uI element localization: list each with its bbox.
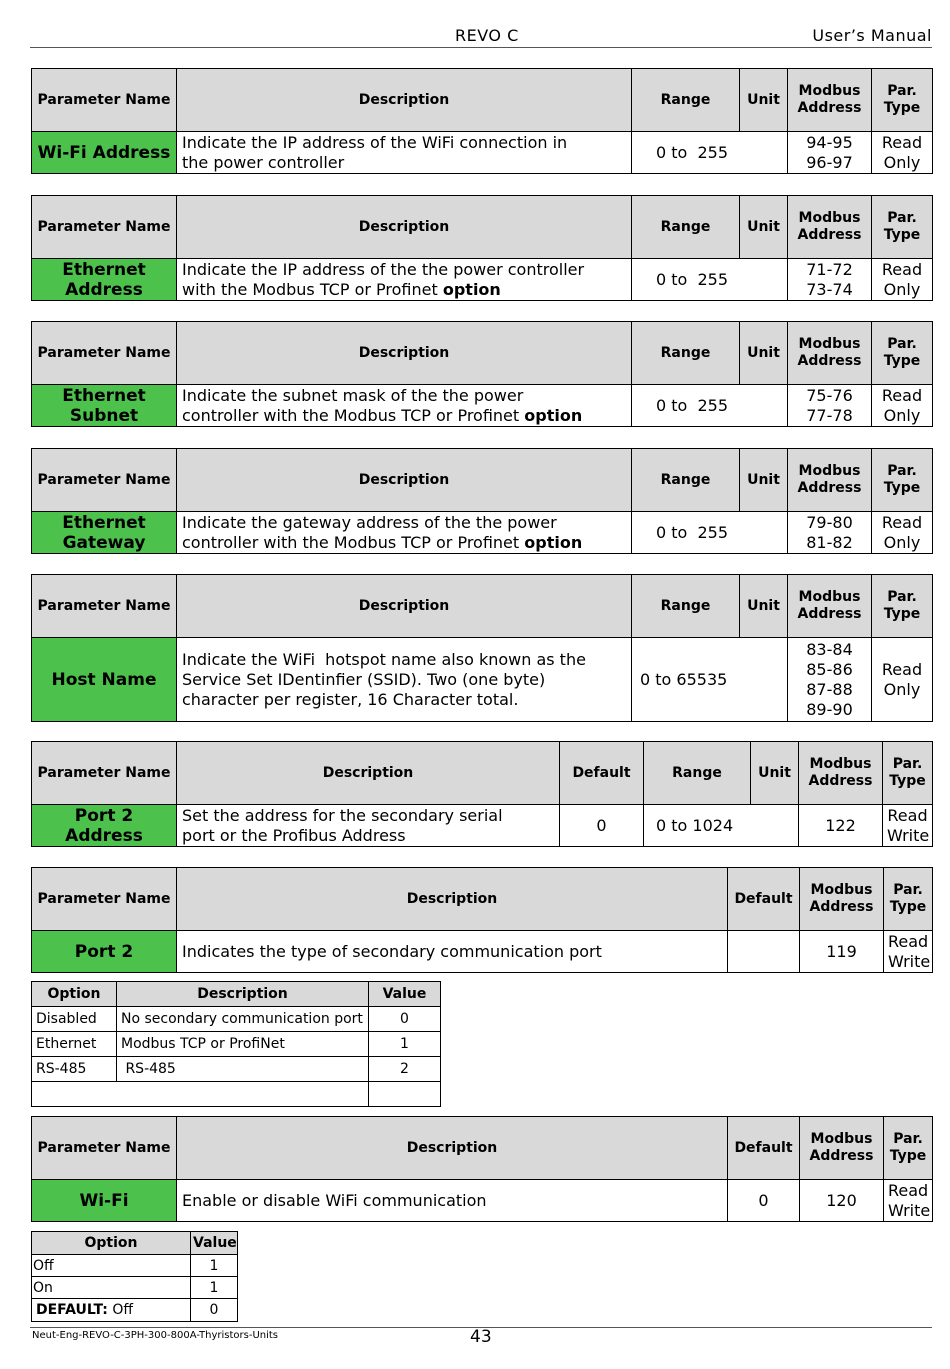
param-type: Read Only xyxy=(872,259,933,301)
param-default xyxy=(728,931,800,973)
param-table xyxy=(31,321,933,427)
col-unit: Unit xyxy=(740,69,788,132)
col-unit: Unit xyxy=(740,322,788,385)
col-modbus-address: Modbus Address xyxy=(788,449,872,512)
col-modbus-address: Modbus Address xyxy=(788,196,872,259)
opt-value: 0 xyxy=(369,1007,441,1032)
param-range: 0 to 255 xyxy=(632,385,740,427)
param-description: Indicates the type of secondary communication port xyxy=(177,931,728,973)
footer-doc-id: Neut-Eng-REVO-C-3PH-300-800A-Thyristors-Units xyxy=(32,1330,279,1341)
param-modbus-address: 120 xyxy=(800,1180,884,1222)
col-default: Default xyxy=(728,868,800,931)
opt-description: RS-485 xyxy=(117,1057,369,1082)
opt-option: On xyxy=(32,1277,191,1299)
col-parameter-name: Parameter Name xyxy=(32,196,177,259)
param-type: Read Write xyxy=(883,805,933,847)
col-range: Range xyxy=(644,742,751,805)
param-name: Port 2 Address xyxy=(32,805,177,847)
param-modbus-address: 79-80 81-82 xyxy=(788,512,872,554)
col-description: Description xyxy=(177,196,632,259)
param-range: 0 to 255 xyxy=(632,512,740,554)
col-parameter-name: Parameter Name xyxy=(32,1117,177,1180)
col-modbus-address: Modbus Address xyxy=(800,1117,884,1180)
param-table xyxy=(31,195,933,301)
wifi-options-table xyxy=(31,1231,238,1322)
param-unit xyxy=(740,385,788,427)
opt-col-value: Value xyxy=(369,982,441,1007)
col-par-type: Par. Type xyxy=(872,322,933,385)
opt-col-option: Option xyxy=(32,1232,191,1255)
col-parameter-name: Parameter Name xyxy=(32,69,177,132)
col-modbus-address: Modbus Address xyxy=(788,69,872,132)
param-description: Indicate the gateway address of the the power controller with the Modbus TCP or Profinet option xyxy=(177,512,632,554)
param-unit xyxy=(740,638,788,722)
param-unit xyxy=(740,132,788,174)
col-description: Description xyxy=(177,69,632,132)
col-unit: Unit xyxy=(740,196,788,259)
param-name: Wi-Fi xyxy=(32,1180,177,1222)
param-table xyxy=(31,574,933,722)
col-par-type: Par. Type xyxy=(872,196,933,259)
col-range: Range xyxy=(632,69,740,132)
col-default: Default xyxy=(560,742,644,805)
col-par-type: Par. Type xyxy=(883,742,933,805)
opt-col-value: Value xyxy=(191,1232,238,1255)
col-description: Description xyxy=(177,575,632,638)
param-unit xyxy=(740,259,788,301)
param-range: 0 to 255 xyxy=(632,132,740,174)
col-parameter-name: Parameter Name xyxy=(32,449,177,512)
col-modbus-address: Modbus Address xyxy=(800,868,884,931)
param-unit xyxy=(751,805,799,847)
param-default: 0 xyxy=(728,1180,800,1222)
param-description: Enable or disable WiFi communication xyxy=(177,1180,728,1222)
param-range: 0 to 255 xyxy=(632,259,740,301)
col-parameter-name: Parameter Name xyxy=(32,322,177,385)
col-par-type: Par. Type xyxy=(884,1117,933,1180)
param-name: Port 2 xyxy=(32,931,177,973)
param-modbus-address: 94-95 96-97 xyxy=(788,132,872,174)
col-unit: Unit xyxy=(740,575,788,638)
opt-col-option: Option xyxy=(32,982,117,1007)
table-row xyxy=(32,1007,441,1032)
param-modbus-address: 75-76 77-78 xyxy=(788,385,872,427)
col-description: Description xyxy=(177,868,728,931)
param-description: Indicate the subnet mask of the the power controller with the Modbus TCP or Profinet option xyxy=(177,385,632,427)
col-parameter-name: Parameter Name xyxy=(32,742,177,805)
param-table-port2-address xyxy=(31,741,933,847)
col-default: Default xyxy=(728,1117,800,1180)
param-table xyxy=(31,68,933,174)
col-modbus-address: Modbus Address xyxy=(799,742,883,805)
opt-empty xyxy=(32,1082,369,1107)
table-row xyxy=(32,1277,238,1299)
param-type: Read Only xyxy=(872,132,933,174)
col-par-type: Par. Type xyxy=(884,868,933,931)
param-name: Host Name xyxy=(32,638,177,722)
param-type: Read Write xyxy=(884,1180,933,1222)
param-name: Ethernet Address xyxy=(32,259,177,301)
header-title: REVO C xyxy=(455,26,519,45)
table-row xyxy=(32,1255,238,1277)
col-par-type: Par. Type xyxy=(872,69,933,132)
table-row xyxy=(32,1057,441,1082)
port2-options-table xyxy=(31,981,441,1107)
param-name: Wi-Fi Address xyxy=(32,132,177,174)
col-description: Description xyxy=(177,449,632,512)
param-table-wifi xyxy=(31,1116,933,1222)
opt-description: Modbus TCP or ProfiNet xyxy=(117,1032,369,1057)
opt-option: Ethernet xyxy=(32,1032,117,1057)
col-range: Range xyxy=(632,449,740,512)
opt-value: 0 xyxy=(191,1299,238,1322)
opt-value: 2 xyxy=(369,1057,441,1082)
param-description: Indicate the IP address of the the power controller with the Modbus TCP or Profinet option xyxy=(177,259,632,301)
col-unit: Unit xyxy=(751,742,799,805)
param-modbus-address: 119 xyxy=(800,931,884,973)
param-type: Read Write xyxy=(884,931,933,973)
param-modbus-address: 122 xyxy=(799,805,883,847)
param-default: 0 xyxy=(560,805,644,847)
opt-value: 1 xyxy=(369,1032,441,1057)
param-table-port2 xyxy=(31,867,933,973)
opt-empty-value xyxy=(369,1082,441,1107)
param-type: Read Only xyxy=(872,385,933,427)
col-range: Range xyxy=(632,575,740,638)
param-type: Read Only xyxy=(872,512,933,554)
param-name: Ethernet Subnet xyxy=(32,385,177,427)
col-modbus-address: Modbus Address xyxy=(788,322,872,385)
opt-col-description: Description xyxy=(117,982,369,1007)
table-row xyxy=(32,1032,441,1057)
col-description: Description xyxy=(177,742,560,805)
col-parameter-name: Parameter Name xyxy=(32,868,177,931)
col-parameter-name: Parameter Name xyxy=(32,575,177,638)
col-range: Range xyxy=(632,322,740,385)
param-unit xyxy=(740,512,788,554)
col-par-type: Par. Type xyxy=(872,575,933,638)
table-row xyxy=(32,1082,441,1107)
param-modbus-address: 83-84 85-86 87-88 89-90 xyxy=(788,638,872,722)
table-row xyxy=(32,1299,238,1322)
opt-option: Disabled xyxy=(32,1007,117,1032)
opt-option: RS-485 xyxy=(32,1057,117,1082)
opt-value: 1 xyxy=(191,1255,238,1277)
param-description: Indicate the IP address of the WiFi connection in the power controller xyxy=(177,132,632,174)
col-modbus-address: Modbus Address xyxy=(788,575,872,638)
param-modbus-address: 71-72 73-74 xyxy=(788,259,872,301)
param-range: 0 to 1024 xyxy=(644,805,751,847)
col-description: Description xyxy=(177,1117,728,1180)
header-doc: User’s Manual xyxy=(812,26,932,45)
col-range: Range xyxy=(632,196,740,259)
header-divider xyxy=(30,47,932,48)
param-description: Set the address for the secondary serial port or the Profibus Address xyxy=(177,805,560,847)
page-number: 43 xyxy=(470,1327,492,1347)
param-description: Indicate the WiFi hotspot name also known as the Service Set IDentinfier (SSID). Two (one byte) character per register, 16 Character total. xyxy=(177,638,632,722)
param-name: Ethernet Gateway xyxy=(32,512,177,554)
col-par-type: Par. Type xyxy=(872,449,933,512)
param-range: 0 to 65535 xyxy=(632,638,740,722)
col-unit: Unit xyxy=(740,449,788,512)
opt-default: DEFAULT: Off xyxy=(32,1299,191,1322)
opt-description: No secondary communication port xyxy=(117,1007,369,1032)
param-type: Read Only xyxy=(872,638,933,722)
param-table xyxy=(31,448,933,554)
opt-option: Off xyxy=(32,1255,191,1277)
col-description: Description xyxy=(177,322,632,385)
opt-value: 1 xyxy=(191,1277,238,1299)
